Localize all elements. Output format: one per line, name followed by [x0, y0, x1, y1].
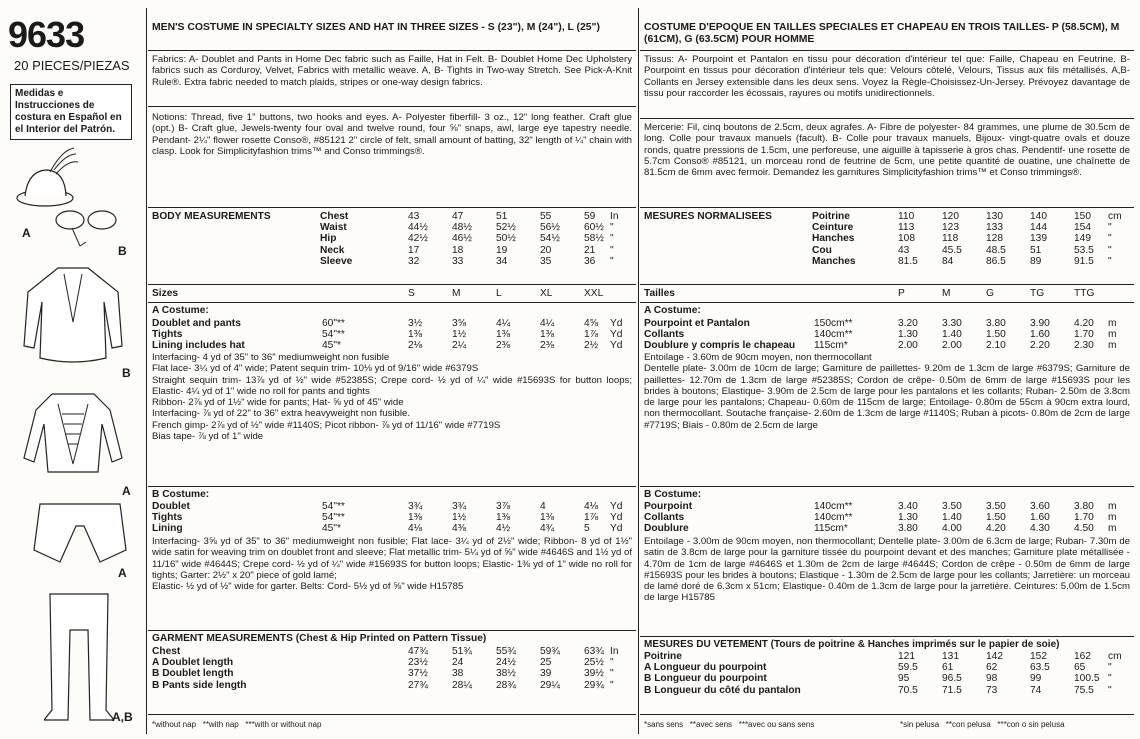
table-row: Pourpoint 140cm** 3.40 3.50 3.50 3.60 3.80 m	[644, 501, 1117, 512]
body-row: Hip 42½ 46½ 50½ 54½ 58½ "	[320, 233, 614, 245]
table-row: Doublure 115cm* 3.80 4.00 4.20 4.30 4.50 m	[644, 523, 1117, 535]
table-row: Lining 45"* 4⅛ 4⅜ 4½ 4¾ 5 Yd	[152, 523, 623, 535]
pieces-label: 20 PIECES/PIEZAS	[14, 58, 130, 73]
body-row: Cou 43 45.5 48.5 51 53.5 "	[812, 244, 1112, 256]
doublet-a-illustration	[18, 262, 128, 372]
table-row: Tights 54"** 1⅜ 1½ 1⅜ 1⅜ 1⅞ Yd	[152, 329, 623, 341]
en-fabrics: Fabrics: A- Doublet and Pants in Home Dec fabric such as Faille, Hat in Felt. B- Doublet Home Dec Upholstery fabrics such as Corduroy, Velvet, Fabrics with metallic weave. A, B- Tights in Two-way Stretch. See Pick-A-Knit Rule®. Extra fabric needed to match plaids, stripes or one-way design fabrics.	[152, 54, 632, 88]
table-row: Pourpoint et Pantalon 150cm** 3.20 3.30 3.80 3.90 4.20 m	[644, 318, 1117, 329]
fr-a-title: A Costume:	[644, 305, 701, 316]
fr-b-table	[644, 501, 1130, 535]
tights-illustration	[44, 590, 114, 725]
belt-illustration	[50, 206, 125, 256]
body-row: Manches 81.5 84 86.5 89 91.5 "	[812, 255, 1112, 267]
table-row: Collants 140cm** 1.30 1.40 1.50 1.60 1.70 m	[644, 329, 1117, 341]
table-row: Tights 54"** 1⅜ 1½ 1⅜ 1⅜ 1⅞ Yd	[152, 512, 623, 524]
es-footnote: *sin pelusa **con pelusa ***con o sin pelusa	[900, 720, 1065, 729]
fr-mercerie: Mercerie: Fil, cinq boutons de 2.5cm, deux agrafes. A- Fibre de polyester- 84 grammes, une plume de 30.5cm de long. Colle pour travaux manuels (facult). B- Colle pour travaux manuels, Bijoux- vingt-quatre ovals et douze ronds, quatre pressions de 1.5cm, une perforeuse, une aiguille à tapisserie à gros chas. Pendentif- une rosette de 5.7cm Conso® #85121, un morceau rond de feutrine de 5cm, une petite quantité de ouatine, une chaînette de 81.5cm de 6mm avec fermoir. Demandez les garnitures Simplicityfashion trims™ et Conso trimmings®.	[644, 122, 1130, 179]
doublet-b-illustration	[18, 388, 128, 488]
en-b-title: B Costume:	[152, 489, 210, 500]
fr-a-notes: Entoilage - 3.60m de 90cm moyen, non thermocollant Dentelle plate- 3.00m de 10cm de large; Garniture de paillettes- 9.20m de 1.3cm de large #6379S; Garniture de paillettes- 12.70m de 1.3cm de large #52385S; Cordon de crêpe- 0.50m de 6mm de large #15693S pour les brides à boutons; Elastique- 3.90m de 2.5cm de large pour les pantalons et les collants; Ruban- 2.50m de 3.8cm de large pour les pantalons; Chapeau- 0.60m de 115cm de large; Entoilage- 0.80m de 55cm à 90cm extra lourd, non thermocollant. Soutache française- 2.60m de 1.3cm de large #1140S; Ruban à picots- 0.80m de 2cm de large #7719S; Biais - 0.80m de 2.5cm de large	[644, 352, 1130, 431]
fr-body-table	[644, 211, 1130, 267]
fr-body-title: MESURES NORMALISEES	[644, 211, 772, 222]
table-row: B Longueur du pourpoint 95 96.5 98 99 100.5 "	[644, 673, 1112, 685]
figure-label-a3: A	[118, 566, 127, 580]
en-b-table	[152, 501, 632, 535]
spanish-instructions-box: Medidas e Instrucciones de costura en Español en el Interior del Patrón.	[10, 84, 132, 140]
figure-label-b2: B	[122, 366, 131, 380]
body-row: Hanches 108 118 128 139 149 "	[812, 233, 1112, 245]
fr-garment-table	[644, 651, 1130, 696]
pants-illustration	[30, 500, 130, 580]
table-row: Chest 47¾ 51¾ 55¾ 59¾ 63¾ In	[152, 646, 619, 657]
pattern-number: 9633	[8, 14, 85, 55]
fr-sizes-header: Tailles P M G TG TTG	[644, 288, 1095, 299]
figure-label-a1: A	[22, 226, 31, 240]
en-garment-table	[152, 646, 632, 691]
en-footnote: *without nap **with nap ***with or without nap	[152, 720, 322, 729]
fr-b-title: B Costume:	[644, 489, 702, 500]
fr-garment-title: MESURES DU VETEMENT (Tours de poitrine & Hanches imprimés sur le papier de soie)	[644, 639, 1060, 650]
fr-title: COSTUME D'EPOQUE EN TAILLES SPECIALES ET CHAPEAU EN TROIS TAILLES- P (58.5CM), M (61CM), G (63.5CM) POUR HOMME	[644, 22, 1120, 45]
body-row: Chest 43 47 51 55 59 In	[320, 211, 619, 222]
en-notions: Notions: Thread, five 1" buttons, two hooks and eyes. A- Polyester fiberfill- 3 oz., 12" long feather. Craft glue (opt.) B- Craft glue, Jewels-twenty four oval and twelve round, four ⅝" snaps, awl, large eye tapestry needle. Pendant- 2¼" flower rosette Conso®, #85121 2" circle of felt, small amount of batting, 32" length of ¼" chain with clasp. Look for Simplicityfashion trims™ and Conso trimmings®.	[152, 112, 632, 157]
table-row: Doublure y compris le chapeau 115cm* 2.00 2.00 2.10 2.20 2.30 m	[644, 340, 1117, 352]
en-sizes-header: Sizes S M L XL XXL	[152, 288, 604, 299]
fr-b-notes: Entoilage - 3.00m de 90cm moyen, non thermocollant; Dentelle plate- 3.00m de 6.3cm de large; Ruban- 7.30m de satin de 3.8cm de large pour la garniture tissée du pourpoint devant et des manches; Garniture plate métallisée - 4.70m de 1cm de large #4646S et 1.30m de 2cm de large #4644S; Cordon de crêpe - 0.50m de 6mm de large #15693S pour les brides à boutons; Elastique - 1.30m de 2.5cm de large pour les collants; Jarretière: un morceau de lamé doré de 6.3cm x 51cm; Elastique- 0.40m de 1.3cm de large pour la jarretière. Ceintures: 5.00m de 1.5cm de large H15785	[644, 536, 1130, 604]
body-row: Neck 17 18 19 20 21 "	[320, 244, 614, 256]
en-body-title: BODY MEASUREMENTS	[152, 211, 271, 222]
table-row: B Longueur du côté du pantalon 70.5 71.5 73 74 75.5 "	[644, 684, 1112, 696]
table-row: Poitrine 121 131 142 152 162 cm	[644, 651, 1122, 662]
en-body-table	[152, 211, 632, 267]
body-row: Sleeve 32 33 34 35 36 "	[320, 255, 614, 267]
table-row: Doublet 54"** 3¾ 3¾ 3⅞ 4 4⅛ Yd	[152, 501, 623, 512]
en-b-notes: Interfacing- 3⅝ yd of 35" to 36" mediumweight non fusible; Flat lace- 3¼ yd of 2½" wide; Ribbon- 8 yd of 1½" wide satin for weaving trim on doublet front and sleeve; Flat metallic trim- 5¼ yd of ⅝" wide #4646S and 1½ yd of 11/16" wide #4644S; Crepe cord- ½ yd of ¼" wide #15693S for button loops; Elastic- 1⅜ yd of 1" wide no roll for tights; Garter: 2½" x 20" piece of gold lamé; Elastic- ½ yd of ½" wide for garter. Belts: Cord- 5½ yd of ⅝" wide H15785	[152, 536, 632, 593]
table-row: Collants 140cm** 1.30 1.40 1.50 1.60 1.70 m	[644, 512, 1117, 524]
en-garment-title: GARMENT MEASUREMENTS (Chest & Hip Printed on Pattern Tissue)	[152, 633, 487, 644]
body-row: Ceinture 113 123 133 144 154 "	[812, 222, 1112, 234]
table-row: A Longueur du pourpoint 59.5 61 62 63.5 65 "	[644, 662, 1112, 674]
figure-label-a2: A	[122, 484, 131, 498]
body-row: Poitrine 110 120 130 140 150 cm	[812, 211, 1122, 222]
fr-tissus: Tissus: A- Pourpoint et Pantalon en tissu pour décoration d'intérieur tel que: Faille, Chapeau en Feutrine. B- Pourpoint en tissus pour décoration d'intérieur tels que: Velours côtelé, Velours, Tissus aux fils métallisés. A,B- Collants en Jersey extensible dans les deux sens. Voyez la Règle-Choisissez-Un-Jersey. Prévoyez davantage de tissu pour raccorder les écossais, rayures ou motifs unidirectionnels.	[644, 54, 1130, 99]
en-title: MEN'S COSTUME IN SPECIALTY SIZES AND HAT IN THREE SIZES - S (23"), M (24"), L (25")	[152, 22, 600, 33]
body-row: Waist 44½ 48½ 52½ 56½ 60½ "	[320, 222, 614, 234]
table-row: B Doublet length 37½ 38 38½ 39 39½ "	[152, 668, 614, 680]
en-a-title: A Costume:	[152, 305, 209, 316]
figure-label-ab: A,B	[112, 710, 133, 724]
fr-a-table	[644, 318, 1130, 352]
fr-footnote: *sans sens **avec sens ***avec ou sans sens	[644, 720, 815, 729]
en-a-notes: Interfacing- 4 yd of 35" to 36" mediumweight non fusible Flat lace- 3¼ yd of 4" wide; Patent sequin trim- 10⅛ yd of 9/16" wide #6379S Straight sequin trim- 13⅞ yd of ½" wide #52385S; Crepe cord- ½ yd of ¼" wide #15693S for button loops; Elastic- 4¼ yd of 1" wide no roll for pants and tights Ribbon- 2⅞ yd of 1½" wide for pants; Hat- ⅝ yd of 45" wide Interfacing- ⅞ yd of 22" to 36" extra heavyweight non fusible. French gimp- 2⅞ yd of ½" wide #1140S; Picot ribbon- ⅞ yd of 11/16" wide #7719S Bias tape- ⅞ yd of 1" wide	[152, 352, 632, 443]
table-row: B Pants side length 27¾ 28¼ 28¾ 29¼ 29¾ "	[152, 679, 614, 691]
en-a-table	[152, 318, 632, 352]
figure-label-b1: B	[118, 244, 127, 258]
table-row: A Doublet length 23½ 24 24½ 25 25½ "	[152, 657, 614, 669]
table-row: Lining includes hat 45"* 2⅛ 2¼ 2⅜ 2⅜ 2½ Yd	[152, 340, 623, 352]
table-row: Doublet and pants 60"** 3½ 3⅝ 4¼ 4¼ 4⅝ Yd	[152, 318, 623, 329]
